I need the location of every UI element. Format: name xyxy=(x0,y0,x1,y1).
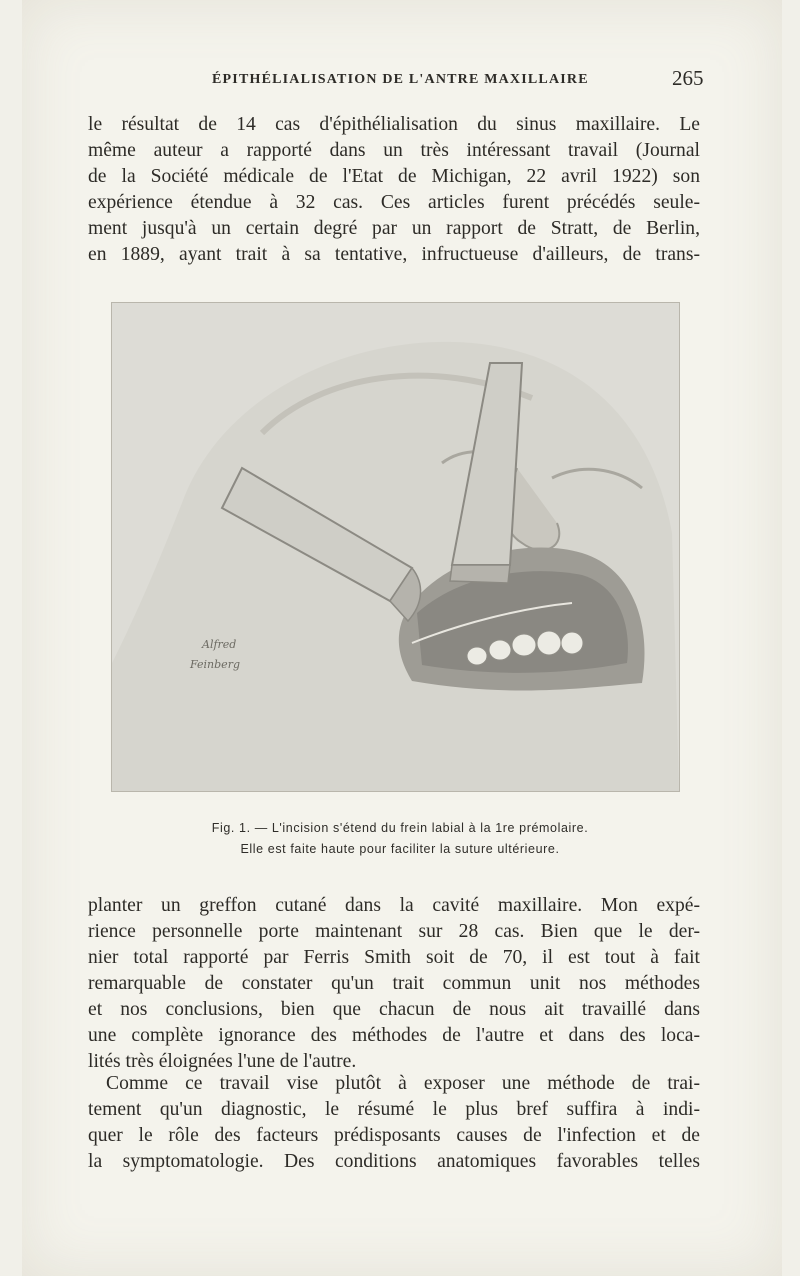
text-line: en 1889, ayant trait à sa tentative, infructueuse d'ailleurs, de trans- xyxy=(88,244,700,265)
caption-line-2: Elle est faite haute pour faciliter la suture ultérieure. xyxy=(240,842,560,856)
text-line: expérience étendue à 32 cas. Ces articles furent précédés seule- xyxy=(88,192,700,213)
figure-caption xyxy=(100,818,700,860)
text-line: le résultat de 14 cas d'épithélialisation du sinus maxillaire. Le xyxy=(88,114,700,135)
text-line: quer le rôle des facteurs prédisposants causes de l'infection et de xyxy=(88,1125,700,1146)
text-line: même auteur a rapporté dans un très intéressant travail (Journal xyxy=(88,140,700,161)
artist-signature-line2: Feinberg xyxy=(190,658,240,671)
text-line: rience personnelle porte maintenant sur 28 cas. Bien que le der- xyxy=(88,921,700,942)
text-line: nier total rapporté par Ferris Smith soit de 70, il est tout à fait xyxy=(88,947,700,968)
running-title: ÉPITHÉLIALISATION DE L'ANTRE MAXILLAIRE xyxy=(212,72,589,87)
paragraph-2 xyxy=(88,893,700,1075)
page-number: 265 xyxy=(672,66,704,90)
text-line: remarquable de constater qu'un trait commun unit nos méthodes xyxy=(88,973,700,994)
text-line: ment jusqu'à un certain degré par un rapport de Stratt, de Berlin, xyxy=(88,218,700,239)
text-line: Comme ce travail vise plutôt à exposer une méthode de trai- xyxy=(106,1073,700,1094)
caption-line-1: Fig. 1. — L'incision s'étend du frein labial à la 1re prémolaire. xyxy=(211,821,589,835)
surgical-illustration xyxy=(111,302,680,792)
page-header xyxy=(0,66,800,92)
paragraph-1 xyxy=(88,112,700,268)
artist-signature-line1: Alfred xyxy=(202,638,237,651)
illustration-drawing xyxy=(112,303,679,791)
text-line: lités très éloignées l'une de l'autre. xyxy=(88,1051,357,1072)
text-line: de la Société médicale de l'Etat de Michigan, 22 avril 1922) son xyxy=(88,166,700,187)
text-line: une complète ignorance des méthodes de l'autre et dans des loca- xyxy=(88,1025,700,1046)
paragraph-3 xyxy=(88,1071,700,1175)
text-line: tement qu'un diagnostic, le résumé le plus bref suffira à indi- xyxy=(88,1099,700,1120)
text-line: la symptomatologie. Des conditions anatomiques favorables telles xyxy=(88,1151,700,1172)
text-line: et nos conclusions, bien que chacun de nous ait travaillé dans xyxy=(88,999,700,1020)
text-line: planter un greffon cutané dans la cavité maxillaire. Mon expé- xyxy=(88,895,700,916)
